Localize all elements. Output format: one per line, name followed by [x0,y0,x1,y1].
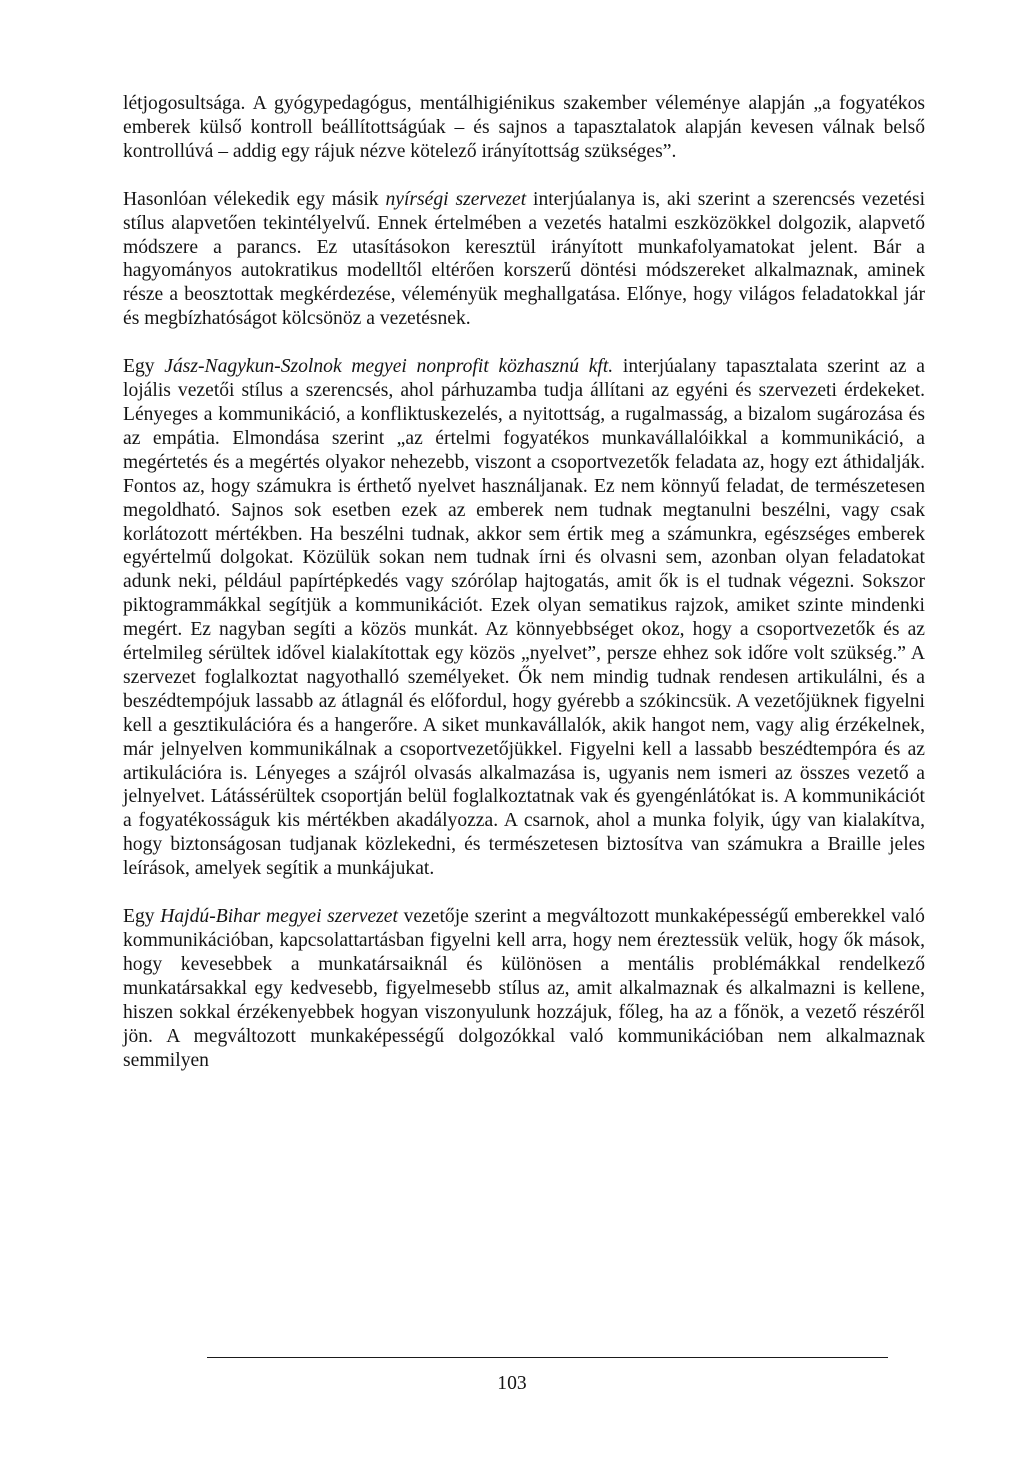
paragraph-4 [123,905,925,1072]
page-number: 103 [497,1373,527,1394]
paragraph-3-italic-org: Jász-Nagykun-Szolnok megyei nonprofit közhasznú kft. [164,356,614,378]
paragraph-3 [123,355,925,881]
paragraph-4-text-a: Egy [123,906,161,928]
paragraph-2-text-a: Hasonlóan vélekedik egy másik [123,188,386,210]
paragraph-1-text: létjogosultsága. A gyógypedagógus, mentálhigiénikus szakember véleménye alapján „a fogyatékos emberek külső kontroll beállítottságúak – és sajnos a tapasztalatok alapján kevesen válnak belső kontrollúvá – addig egy rájuk nézve kötelező irányítottság szükséges”. [123,93,925,162]
paragraph-3-text-a: Egy [123,356,165,378]
paragraph-1 [123,92,925,164]
paragraph-2 [123,188,925,331]
paragraph-4-italic-org: Hajdú-Bihar megyei szervezet [160,906,398,928]
page-body [123,92,925,1072]
paragraph-4-text-b: vezetője szerint a megváltozott munkaképességű emberekkel való kommunikációban, kapcsolattartásban figyelni kell arra, hogy nem éreztessük velük, hogy ők mások, hogy kevesebbek a munkatársaiknál és különösen a mentális problémákkal rendelkező munkatársakkal egy kedvesebb, figyelmesebb stílus az, amit alkalmaznak és alkalmazni is kellene, hiszen sokkal érzékenyebbek hogyan viszonyulunk hozzájuk, főleg, ha az a főnök, a vezető részéről jön. A megváltozott munkaképességű dolgozókkal való kommunikációban nem alkalmaznak semmilyen [123,906,925,1071]
paragraph-2-text-b: interjúalanya is, aki szerint a szerencsés vezetési stílus alapvetően tekintélyelvű. Ennek értelmében a vezetés hatalmi eszközökkel dolgozik, alapvető módszere a parancs. Ez utasításokon keresztül irányított munkafolyamatokat jelent. Bár a hagyományos autokratikus modelltől eltérően korszerű döntési módszereket alkalmaznak, aminek része a beosztottak megkérdezése, véleményük meghallgatása. Előnye, hogy világos feladatokkal jár és megbízhatóságot kölcsönöz a vezetésnek. [123,188,926,330]
paragraph-2-italic-org: nyírségi szervezet [385,188,527,210]
paragraph-3-text-b: interjúalany tapasztalata szerint az a lojális vezetői stílus a szerencsés, ahol párhuzamba tudja állítani az egyéni és szervezeti érdekeket. Lényeges a kommunikáció, a konfliktuskezelés, a nyitottság, a rugalmasság, a bizalom sugározása és az empátia. Elmondása szerint „az értelmi fogyatékos munkavállalóikkal a kommunikáció, a megértetés és a megértés olyakor nehezebb, viszont a csoportvezetők feladata az, hogy ezt áthidalják. Fontos az, hogy számukra is érthető nyelvet használjanak. Ez nem könnyű feladat, de természetesen megoldható. Sajnos sok esetben ezek az emberek nem tudnak megtanulni beszélni, vagy csak korlátozott mértékben. Ha beszélni tudnak, akkor sem értik meg a számunkra, egészséges emberek egyértelmű dolgokat. Közülük sokan nem tudnak írni és olvasni sem, azonban olyan feladatokat adunk neki, például papírtépkedés vagy szórólap hajtogatás, amit ők is el tudnak végezni. Sokszor piktogrammákkal segítjük a kommunikációt. Ezek olyan sematikus rajzok, amiket szinte mindenki megért. Ez nagyban segíti a közös munkát. Az könnyebbséget okoz, hogy a csoportvezetők és az értelmileg sérültek idővel kialakítottak egy közös „nyelvet”, persze ehhez sok időre volt szükség.” A szervezet foglalkoztat nagyothalló személyeket. Ők nem mindig tudnak rendesen artikulálni, és a beszédtempójuk lassabb az átlagnál és előfordul, hogy gyérebb a szókincsük. A vezetőjüknek figyelni kell a gesztikulációra és a hangerőre. A siket munkavállalók, akik hangot nem, vagy alig érzékelnek, már jelnyelven kommunikálnak a csoportvezetőjükkel. Figyelni kell a lassabb beszédtempóra és az artikulációra is. Lényeges a szájról olvasás alkalmazása is, ugyanis nem ismeri az összes vezető a jelnyelvet. Látássérültek csoportján belül foglalkoztatnak vak és gyengénlátókat is. A kommunikációt a fogyatékosságuk kis mértékben akadályozza. A csarnok, ahol a munka folyik, úgy van kialakítva, hogy biztonságosan tudjanak közlekedni, és természetesen biztosítva van számukra a Braille jeles leírások, amelyek segítik a munkájukat. [123,356,925,880]
footer-rule [207,1357,888,1358]
